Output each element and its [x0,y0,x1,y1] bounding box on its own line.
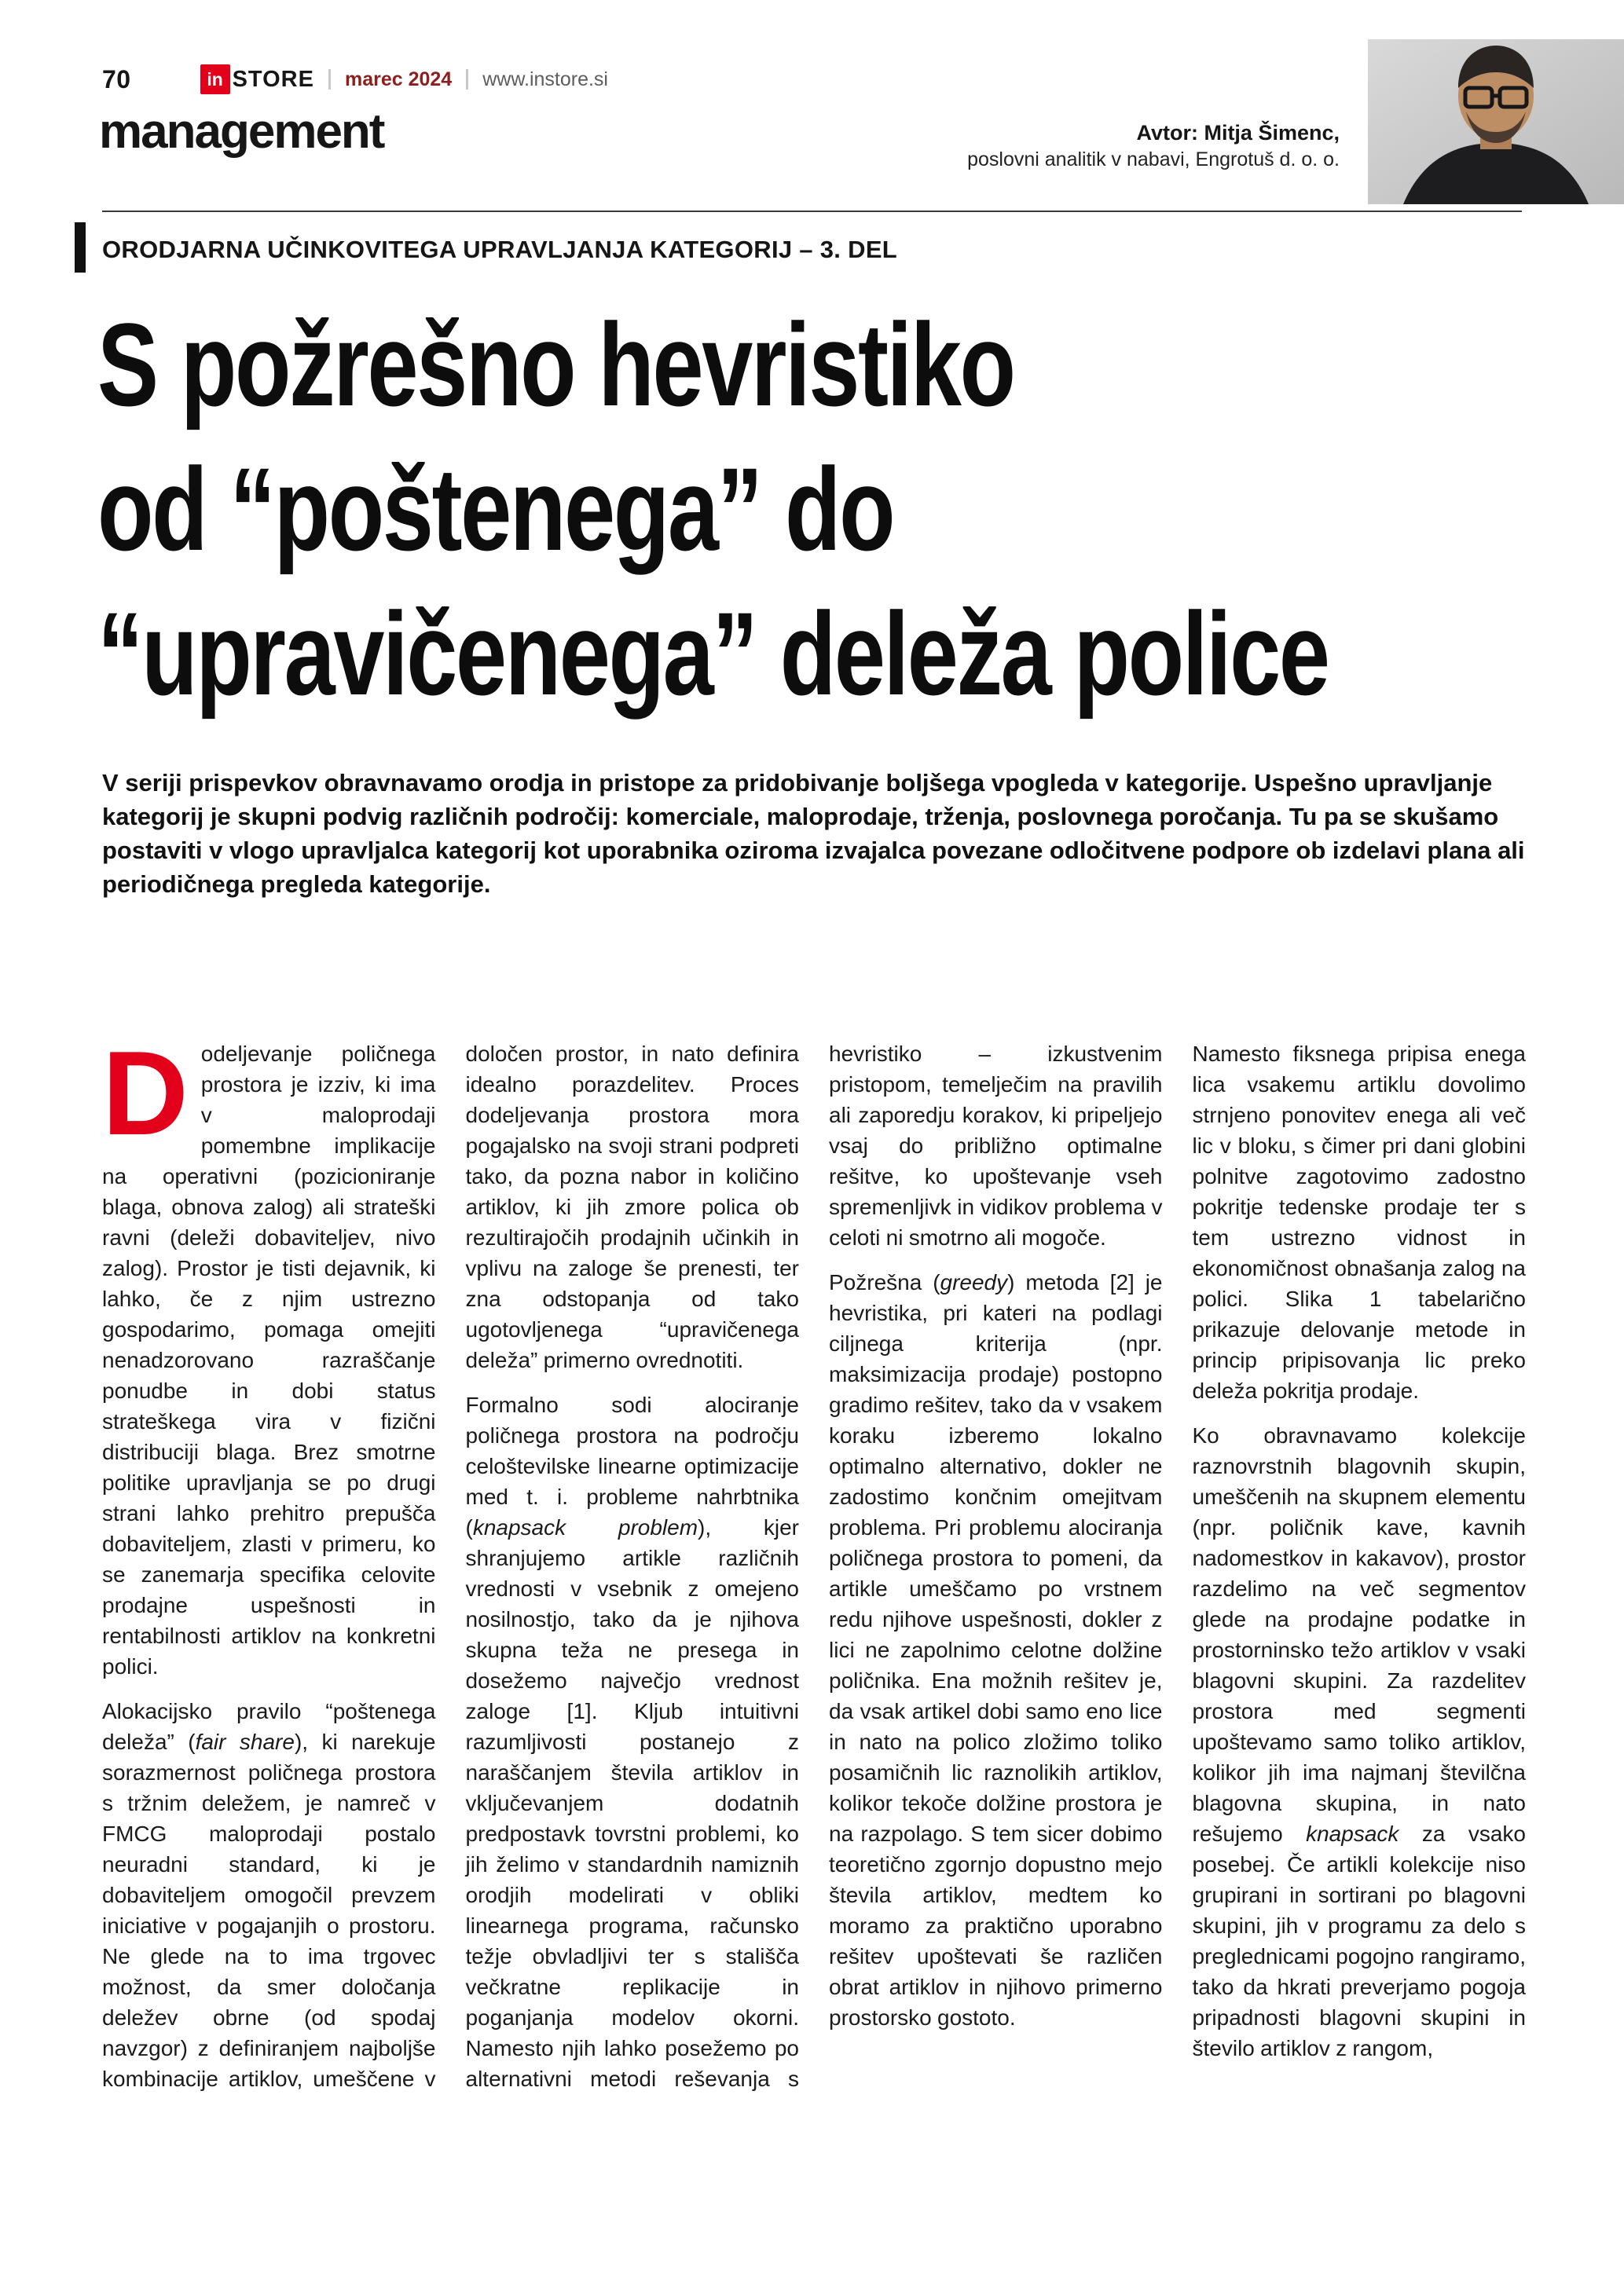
dropcap: D [102,1027,189,1160]
masthead-divider [328,69,331,90]
article-body [102,1027,1527,2094]
headline-line-2: od “poštenega” do [97,443,894,575]
instore-logo-icon: in [200,64,230,94]
instore-logo [200,64,314,94]
header-divider-rule [102,211,1522,212]
author-name: Avtor: Mitja Šimenc, [1136,121,1340,145]
paragraph-6: Ko obravnavamo kolekcije raznovrstnih blagovnih skupin, umeščenih na skupnem elementu (npr. poličnik kave, kavnih nadomestkov in kakavov), prostor razdelimo na več segmentov glede na prodajne podatke in prostorninsko težo artiklov v vsaki blagovni skupini. Za razdelitev prostora med segmenti upoštevamo samo toliko artiklov, kolikor jih ima najmanj številčna blagovna skupina, in nato rešujemo knapsack za vsako posebej. Če artikli kolekcije niso grupirani in sortirani po blagovni skupini, jih v programu za delo s preglednicami pogojno rangiramo, tako da hkrati preverjamo pogoja pripadnosti blagovni skupini in število artiklov z rangom, [1192,1423,1527,2060]
headline-line-1: S požrešno hevristiko [97,298,1014,430]
page-number: 70 [102,64,131,93]
issue-date: marec 2024 [344,68,453,90]
article-intro: V seriji prispevkov obravnavamo orodja in pristope za pridobivanje boljšega vpogleda v kategorije. Uspešno upravljanje kategorij je skupni podvig različnih področij: komerciale, maloprodaje, trženja, poslovnega poročanja. Tu pa se skušamo postaviti v vlogo upravljalca kategorij kot uporabnika oziroma izvajalca povezane odločitvene podpore ob izdelavi plana ali periodičnega pregleda kategorije. [102,769,1525,898]
author-block [967,119,1340,173]
instore-logo-wordmark: STORE [232,66,314,92]
paragraph-1 [102,1027,436,1682]
paragraph-4: Požrešna (greedy) metoda [2] je hevristika, pri kateri na podlagi ciljnega kriterija (npr. maksimizacija prodaje) postopno gradimo rešitev, tako da v vsakem koraku izberemo lokalno optimalno alternativo, dokler ne zadostimo končnim omejitvam problema. Pri problemu alociranja poličnega prostora to pomeni, da artikle umeščamo po vrstnem redu njihove uspešnosti, dokler z lici ne zapolnimo celotne dolžine poličnika. Ena možnih rešitev je, da vsak artikel dobi samo eno lice in nato na polico zložimo toliko posamičnih lic raznolikih artiklov, kolikor tekoče dolžine prostora je na razpolago. S tem sicer dobimo teoretično zgornjo dopustno mejo števila artiklov, medtem ko moramo za praktično uporabno rešitev upoštevati še različen obrat artiklov in njihovo primerno prostorsko gostoto. [829,1270,1163,2030]
headline-line-3: “upravičenega” deleža police [97,588,1329,720]
paragraph-3: Formalno sodi alociranje poličnega prostora na področju celoštevilske linearne optimizacije med t. i. probleme nahrbtnika (knapsack problem), kjer shranjujemo artikle različnih vrednosti v vsebnik z omejeno nosilnostjo, tako da je njihova skupna teža ne presega in dosežemo največjo vrednost zaloge [1]. Kljub intuitivni razumljivosti postanejo z naraščanjem števila artiklov in vključevanjem dodatnih predpostavk tovrstni problemi, ko jih želimo v standardnih namiznih orodjih modelirati v obliki linearnega programa, računsko težje obvladljivi ter s stališča večkratne replikacije in poganjanja modelov okorni. Namesto njih lahko posežemo po alternativni metodi reševanja s hevristiko – izkustvenim pristopom, temelječim na pravilih ali zaporedju korakov, ki pripeljejo vsaj do približno optimalne rešitve, ko upoštevanje vseh spremenljivk in vidikov problema v celoti ni smotrno ali mogoče. [465,1042,1163,2091]
masthead [102,64,608,94]
paragraph-1-text: odeljevanje poličnega prostora je izziv, ki ima v maloprodaji pomembne implikacije na operativni (pozicioniranje blaga, obnova zalog) ali strateški ravni (deleži dobaviteljev, nivo zalog). Prostor je tisti dejavnik, ki lahko, če z njim ustrezno gospodarimo, pomaga omejiti nenadzorovano razraščanje ponudbe in dobi status strateškega vira v fizični distribuciji blaga. Brez smotrne politike upravljanja se po drugi strani lahko prehitro prepušča dobaviteljem, zlasti v primeru, ko se zanemarja specifika celovite prodajne uspešnosti in rentabilnosti artiklov na konkretni polici. [102,1042,436,1679]
article-headline [97,292,1507,726]
paragraph-2: Alokacijsko pravilo “poštenega deleža” (fair share), ki narekuje sorazmernost poličnega prostora s tržnim deležem, je namreč v FMCG maloprodaji postalo neuradni standard, ki je dobaviteljem omogočil prevzem iniciative v pogajanjih o prostoru. Ne glede na to ima trgovec možnost, da smer določanja deležev obrne (od spodaj navzgor) z definiranjem najboljše kombinacije artiklov, umeščene v določen prostor, in nato definira idealno porazdelitev. Proces dodeljevanja prostora mora pogajalsko na svoji strani podpreti tako, da pozna nabor in količino artiklov, ki jih zmore polica ob rezultirajočih prodajnih učinkih in vplivu na zaloge še prenesti, ter zna odstopanja od tako ugotovljenega “upravičenega deleža” primerno ovrednotiti. [102,1042,799,2091]
paragraph-5: Namesto fiksnega pripisa enega lica vsakemu artiklu dovolimo strnjeno ponovitev enega ali več lic v bloku, s čimer pri dani globini polnitve zagotovimo zadostno pokritje tedenske prodaje ter s tem ustrezno vidnost in ekonomičnost obnašanja zalog na polici. Slika 1 tabelarično prikazuje delovanje metode in princip pripisovanja lic preko deleža pokritja prodaje. [1192,1042,1526,1403]
author-photo [1368,39,1624,204]
website-url: www.instore.si [482,68,608,90]
section-title: management [99,104,384,159]
kicker-accent-bar [75,222,86,273]
masthead-divider [466,69,468,90]
article-kicker: ORODJARNA UČINKOVITEGA UPRAVLJANJA KATEGORIJ – 3. DEL [102,236,898,263]
author-role: poslovni analitik v nabavi, Engrotuš d. o. o. [967,148,1340,171]
author-photo-illustration [1368,39,1624,204]
